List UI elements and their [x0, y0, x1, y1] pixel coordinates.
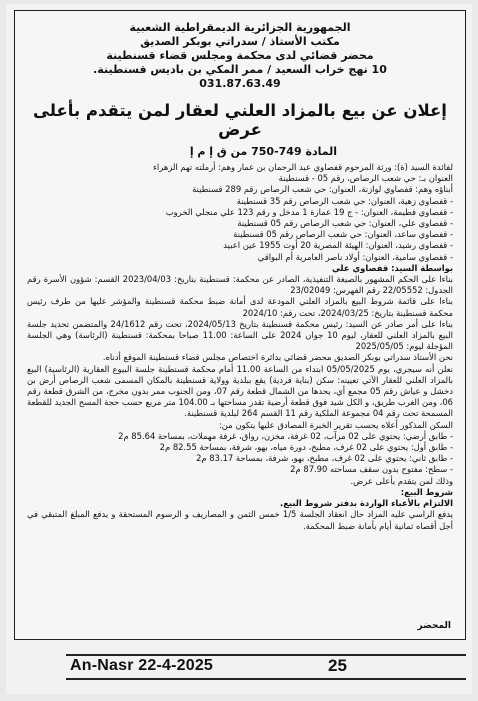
- notice-paragraph: الالتزام بالأعباء الواردة بدفتر شروط البيع.: [280, 498, 453, 509]
- notice-paragraph: بواسطة السيد: قفصاوي علي: [331, 262, 453, 273]
- notice-paragraph: - طابق أول: يحتوي على 02 غرف، مطبخ، دورة مياه، بهو، شرفة، بمساحة 82.55 م2: [159, 442, 453, 453]
- notice-paragraph: - سطح: مفتوح بدون سقف مساحته 87.90 م2: [290, 464, 453, 475]
- header-line-address: 10 نهج خراب السعيد / ممر المكي بن باديس قسنطينة.: [93, 63, 387, 76]
- notice-paragraph: - طابق أرضي: يحتوي على 02 مرآب، 02 غرفة، مخزن، رواق، غرفة مهملات، بمساحة 85.64 م2: [118, 430, 453, 441]
- signature: المحضر: [417, 621, 451, 631]
- page-footer: [66, 654, 466, 680]
- notice-paragraph: العنوان بـ: حي شعب الرصاص، رقم 05 - قسنطينة: [278, 173, 453, 184]
- header-line-republic: الجمهورية الجزائرية الديمقراطية الشعبية: [129, 21, 351, 34]
- notice-paragraph: نعلن أنه سيجري، يوم 05/05/2025 ابتداء من الساعة 11.00 أمام محكمة قسنطينة جلسة البيوع العقارية (الرئاسية) البيع بالمزاد العلني للعقار الآتي تعيينه: سكن (بناية فردية) يقع ببلدية وولاية قسنطينة بالمكان المسمى شعب الرصاص أرض بن دخشل و عياش رقم 05 مجمع أي، يحدها من الشمال قطعة رقم 07، ومن الجنوب ممر بدون مخرج، من الشرق قطعة رقم 06، ومن الغرب طريق، و الكل شيد فوق قطعة أرضية تقدر مساحتها بـ 104.00 متر مربع حسب حجة المسح الجديد للقطعة المسمحة تحت رقم 04 مجموعة الملكية رقم 11 القسم 264 لبلدية قسنطينة.: [27, 363, 453, 419]
- notice-body: [15, 162, 465, 532]
- notice-paragraph: بناءا على الحكم المشهور بالصيغة التنفيذية، الصادر عن محكمة: قسنطينة بتاريخ: 2023/04/03 القسم: شؤون الأسرة رقم الجدول: 22/05552 رقم الفهرس: 23/02049: [27, 274, 453, 296]
- newspaper-name-date: An-Nasr 22-4-2025: [70, 657, 214, 674]
- notice-paragraph: - قفصاوي فطيمة، العنوان: - ج 19 عمارة 1 مدخل و رقم 123 علي منجلي الخروب: [165, 206, 453, 217]
- notice-paragraph: - قفصاوي رشيد، العنوان: الهيئة المصرية 20 أوت 1955 عين اعبيد: [223, 240, 453, 251]
- case-reference: المادة 749-750 من ق إ م إ: [189, 145, 337, 158]
- notice-paragraph: بناءا على أمر صادر عن السيد: رئيس محكمة قسنطينة بتاريخ 2024/05/13، تحت رقم 24/1612 والمتضمن تحديد جلسة البيع بالمزاد العلني للعقار، ليوم 10 جوان 2024 على الساعة: 11.00 صباحا بمحكمة: قسنطينة (الرئاسة) وهي الجلسة المؤجلة ليوم: 2025/05/05: [27, 318, 454, 352]
- notice-paragraph: - قفصاوي سامية، العنوان: أولاد ناصر العامرية أم البواقي: [257, 251, 453, 262]
- auction-notice: [14, 10, 466, 640]
- newspaper-page: [6, 4, 472, 694]
- notice-paragraph: - طابق ثاني: يحتوي على 02 غرف، مطبخ، بهو، شرفة، بمساحة 83.17 م2: [196, 453, 453, 464]
- notice-paragraph: لفائدة السيد (ة): ورثة المرحوم قفصاوي عبد الرحمان بن عمار وهم: أرملته تهم الزهراء: [152, 162, 453, 172]
- notice-paragraph: - قفصاوي ساعد، العنوان: حي شعب الرصاص رقم 05 قسنطينة: [233, 229, 453, 240]
- notice-paragraph: - قفصاوي زهية، العنوان: حي شعب الرصاص رقم 35 قسنطينة: [236, 195, 453, 206]
- notice-paragraph: السكن المذكور أعلاه يحسب تقرير الخبرة المصادق عليها يتكون من:: [218, 419, 453, 430]
- notice-paragraph: أبناؤه وهم: قفصاوي لوازنة، العنوان: حي شعب الرصاص رقم 289 قسنطينة: [192, 184, 453, 195]
- page-number: 25: [328, 656, 347, 675]
- notice-paragraph: وذلك لمن يتقدم بأعلى عرض.: [350, 475, 453, 486]
- header-line-office: مكتب الأستاذ / سدراتي بوبكر الصديق: [140, 35, 340, 48]
- notice-paragraph: يدفع الراسي عليه المزاد حال انعقاد الجلسة 1/5 خمس الثمن و المصاريف و الرسوم المستحقة و يدفع المبلغ المتبقي في أجل أقصاه ثمانية أيام بأمانة ضبط المحكمة.: [27, 509, 454, 531]
- header-line-bailiff: محضر قضائي لدى محكمة ومجلس قضاء قسنطينة: [106, 49, 374, 62]
- notice-paragraph: شروط البيع:: [400, 486, 453, 497]
- notice-paragraph: نحن الأستاذ سدراتي بوبكر الصديق محضر قضائي بدائرة اختصاص مجلس قضاء قسنطينة الموقع أدناه.: [102, 352, 453, 363]
- header-phone: 031.87.63.49: [199, 77, 281, 90]
- notice-paragraph: - قفصاوي علي، العنوان: حي شعب الرصاص رقم 05 قسنطينة: [237, 218, 453, 229]
- notice-title: إعلان عن بيع بالمزاد العلني لعقار لمن يتقدم بأعلى عرض: [33, 101, 447, 139]
- notice-paragraph: بناءا على قائمة شروط البيع بالمزاد العلني المودعة لدى أمانة ضبط محكمة قسنطينة والمؤشر عليها من طرف رئيس محكمة قسنطينة بتاريخ: 2024/03/25، تحت رقم: 2024/10: [27, 296, 453, 318]
- notice-header: [15, 11, 465, 91]
